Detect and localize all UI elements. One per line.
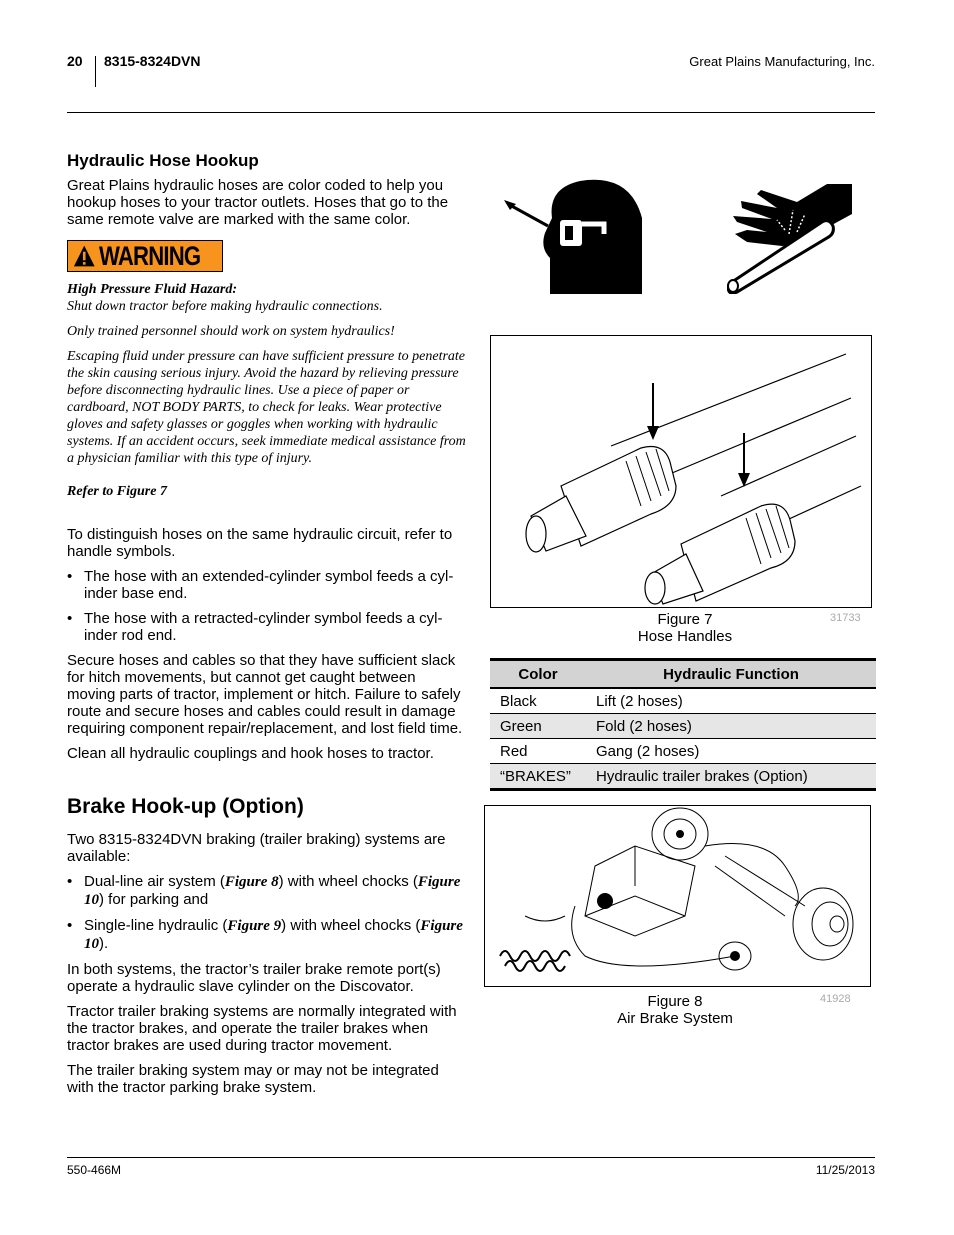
warning-label: [67, 240, 223, 272]
table-row: [490, 739, 876, 764]
bullet-text: Single-line hydraulic (: [84, 917, 228, 934]
hydraulic-function-table: [490, 658, 876, 791]
table-cell: Red: [490, 739, 586, 764]
figure-ref-10[interactable]: Figure 10: [84, 874, 461, 908]
table-cell: Lift (2 hoses): [586, 688, 876, 714]
table-header-row: [490, 660, 876, 689]
air-brake-system-illustration: [485, 806, 870, 986]
hand-injury-pictogram: [727, 184, 852, 294]
figure-8-caption: [590, 993, 760, 1027]
table-cell: Hydraulic trailer brakes (Option): [586, 764, 876, 790]
both-systems-text: In both systems, the tractor’s trailer brake remote port(s) operate a hydraulic slave cylinder on the Discovator.: [67, 961, 441, 995]
figure-7-number: Figure 7: [657, 611, 713, 628]
hazard-block: [67, 281, 467, 500]
hazard-trained: Only trained personnel should work on system hydraulics!: [67, 324, 395, 339]
refer-figure: Refer to Figure 7: [67, 484, 167, 499]
figure-7-title: Hose Handles: [637, 628, 733, 645]
eye-protection-pictogram: [500, 178, 645, 294]
column-header-color: Color: [490, 660, 586, 689]
bullet-text: ).: [99, 935, 109, 952]
table-cell: Gang (2 hoses): [586, 739, 876, 764]
table-cell: Black: [490, 688, 586, 714]
doc-number: 550-466M: [67, 1163, 122, 1177]
figure-8-number: Figure 8: [647, 993, 703, 1010]
hydraulic-intro: Great Plains hydraulic hoses are color coded to help you hookup hoses to your tractor outlets. Hoses that go to the same remote valve are marked with the same color.: [67, 177, 449, 228]
table-cell: “BRAKES”: [490, 764, 586, 790]
figure-ref-8[interactable]: Figure 8: [224, 874, 279, 890]
secure-text: Secure hoses and cables so that they have sufficient slack for hitch movements, but cannot get caught between moving parts of tractor, implement or hitch. Failure to safely route and secure hoses and cables could result in damage requiring component repair/replacement, and lost field time.: [67, 652, 463, 737]
figure-8-id: 41928: [820, 993, 851, 1005]
hazard-shutdown: Shut down tractor before making hydraulic connections.: [67, 299, 383, 314]
header-divider: [95, 56, 96, 87]
hazard-title: High Pressure Fluid Hazard:: [67, 282, 237, 297]
list-item: [67, 917, 467, 953]
figure-ref-10[interactable]: Figure 10: [84, 918, 463, 952]
figure-7-id: 31733: [830, 612, 861, 624]
figure-ref-9[interactable]: Figure 9: [227, 918, 282, 934]
list-item: • The hose with a retracted-cylinder symbol feeds a cyl-inder rod end.: [67, 610, 467, 644]
distinguish-text: To distinguish hoses on the same hydraulic circuit, refer to handle symbols.: [67, 526, 453, 560]
table-row: [490, 764, 876, 790]
brake-bullets: [67, 873, 467, 953]
hose-handles-illustration: [491, 336, 871, 607]
header-rule: [67, 112, 875, 113]
footer-rule: [67, 1157, 875, 1158]
warning-triangle-icon: [73, 242, 96, 270]
brake-intro: Two 8315-8324DVN braking (trailer braking) systems are available:: [67, 831, 446, 865]
hose-bullets: [67, 568, 467, 644]
table-row: [490, 688, 876, 714]
bullet-text: Dual-line air system (: [84, 873, 225, 890]
page-number: 20: [67, 53, 83, 69]
doc-date: 11/25/2013: [815, 1163, 875, 1177]
integrated-text: Tractor trailer braking systems are normally integrated with the tractor brakes, and operate the trailer brakes when tractor brakes are used during tractor movement.: [67, 1003, 457, 1054]
clean-text: Clean all hydraulic couplings and hook hoses to tractor.: [67, 745, 434, 762]
hazard-escaping: Escaping fluid under pressure can have sufficient pressure to penetrate the skin causing serious injury. Avoid the hazard by relieving pressure before disconnecting hydraulic lines. Use a piece of paper or cardboard, NOT BODY PARTS, to check for leaks. Wear protective gloves and safety glasses or goggles when working with hydraulic systems. If an accident occurs, seek immediate medical assistance from a physician familiar with this type of injury.: [67, 349, 466, 466]
table-row: [490, 714, 876, 739]
company-name: Great Plains Manufacturing, Inc.: [689, 54, 875, 69]
list-item: [67, 873, 467, 909]
list-item: • The hose with an extended-cylinder symbol feeds a cyl-inder base end.: [67, 568, 467, 602]
figure-8-box: [484, 805, 871, 987]
figure-7-box: [490, 335, 872, 608]
section-title-hydraulic: Hydraulic Hose Hookup: [67, 151, 259, 170]
figure-8-title: Air Brake System: [617, 1010, 733, 1027]
bullet-text: ) with wheel chocks (: [281, 917, 421, 934]
bullet-text: ) for parking and: [99, 891, 209, 908]
hose-info: [67, 526, 467, 762]
figure-7-caption: [600, 611, 770, 645]
warning-text: WARNING: [98, 240, 200, 271]
model-label: 8315-8324DVN: [104, 53, 201, 69]
bullet-text: ) with wheel chocks (: [278, 873, 418, 890]
table-cell: Green: [490, 714, 586, 739]
parking-text: The trailer braking system may or may not be integrated with the tractor parking brake system.: [67, 1062, 439, 1096]
brake-info: [67, 831, 467, 1096]
section-title-brake: Brake Hook-up (Option): [67, 795, 304, 818]
column-header-function: Hydraulic Function: [586, 660, 876, 689]
table-cell: Fold (2 hoses): [586, 714, 876, 739]
